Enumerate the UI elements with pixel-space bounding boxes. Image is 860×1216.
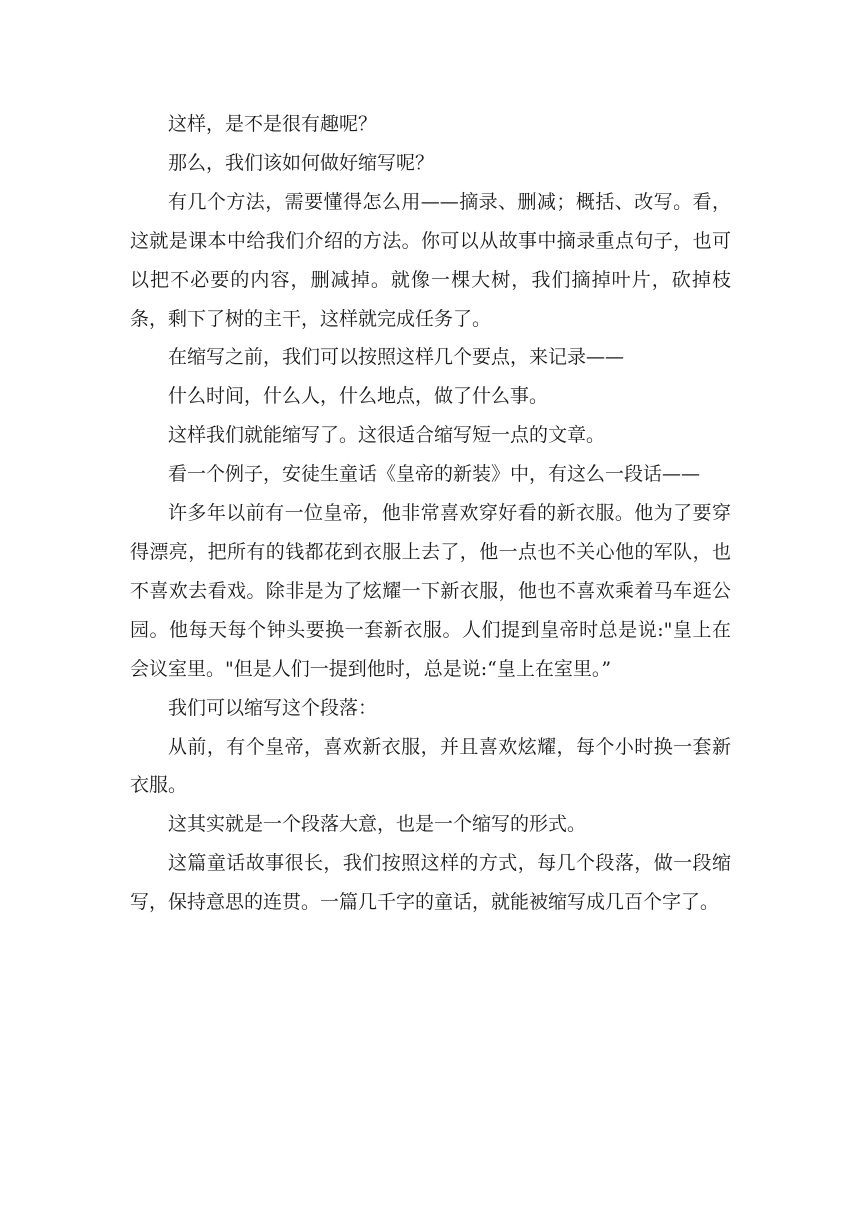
paragraph: 什么时间，什么人，什么地点，做了什么事。 [168, 385, 549, 408]
paragraph: 从前，有个皇帝，喜欢新衣服，并且喜欢炫耀，每个小时换一套新衣服。 [130, 735, 731, 797]
paragraph: 这篇童话故事很长，我们按照这样的方式，每几个段落，做一段缩写，保持意思的连贯。一篇几千字的童话，就能被缩写成几百个字了。 [130, 852, 731, 914]
paragraph: 这样我们就能缩写了。这很适合缩写短一点的文章。 [168, 424, 606, 447]
paragraph: 这其实就是一个段落大意，也是一个缩写的形式。 [168, 813, 587, 836]
paragraph: 有几个方法，需要懂得怎么用——摘录、删减；概括、改写。看，这就是课本中给我们介绍的方法。你可以从故事中摘录重点句子，也可以把不必要的内容，删减掉。就像一棵大树，我们摘掉叶片，砍掉枝条，剩下了树的主干，这样就完成任务了。 [130, 190, 731, 330]
paragraph: 那么，我们该如何做好缩写呢？ [168, 151, 435, 174]
paragraph: 我们可以缩写这个段落： [168, 696, 378, 719]
paragraph: 许多年以前有一位皇帝，他非常喜欢穿好看的新衣服。他为了要穿得漂亮，把所有的钱都花到衣服上去了，他一点也不关心他的军队，也不喜欢去看戏。除非是为了炫耀一下新衣服，他也不喜欢乘着马车逛公园。他每天每个钟头要换一套新衣服。人们提到皇帝时总是说:"皇上在会议室里。"但是人们一提到他时，总是说:“皇上在室里。” [130, 502, 731, 680]
document-body [130, 105, 731, 922]
paragraph: 看一个例子，安徒生童话《皇帝的新装》中，有这么一段话—— [168, 463, 701, 486]
paragraph: 在缩写之前，我们可以按照这样几个要点，来记录—— [168, 346, 625, 369]
paragraph: 这样，是不是很有趣呢？ [168, 113, 378, 135]
